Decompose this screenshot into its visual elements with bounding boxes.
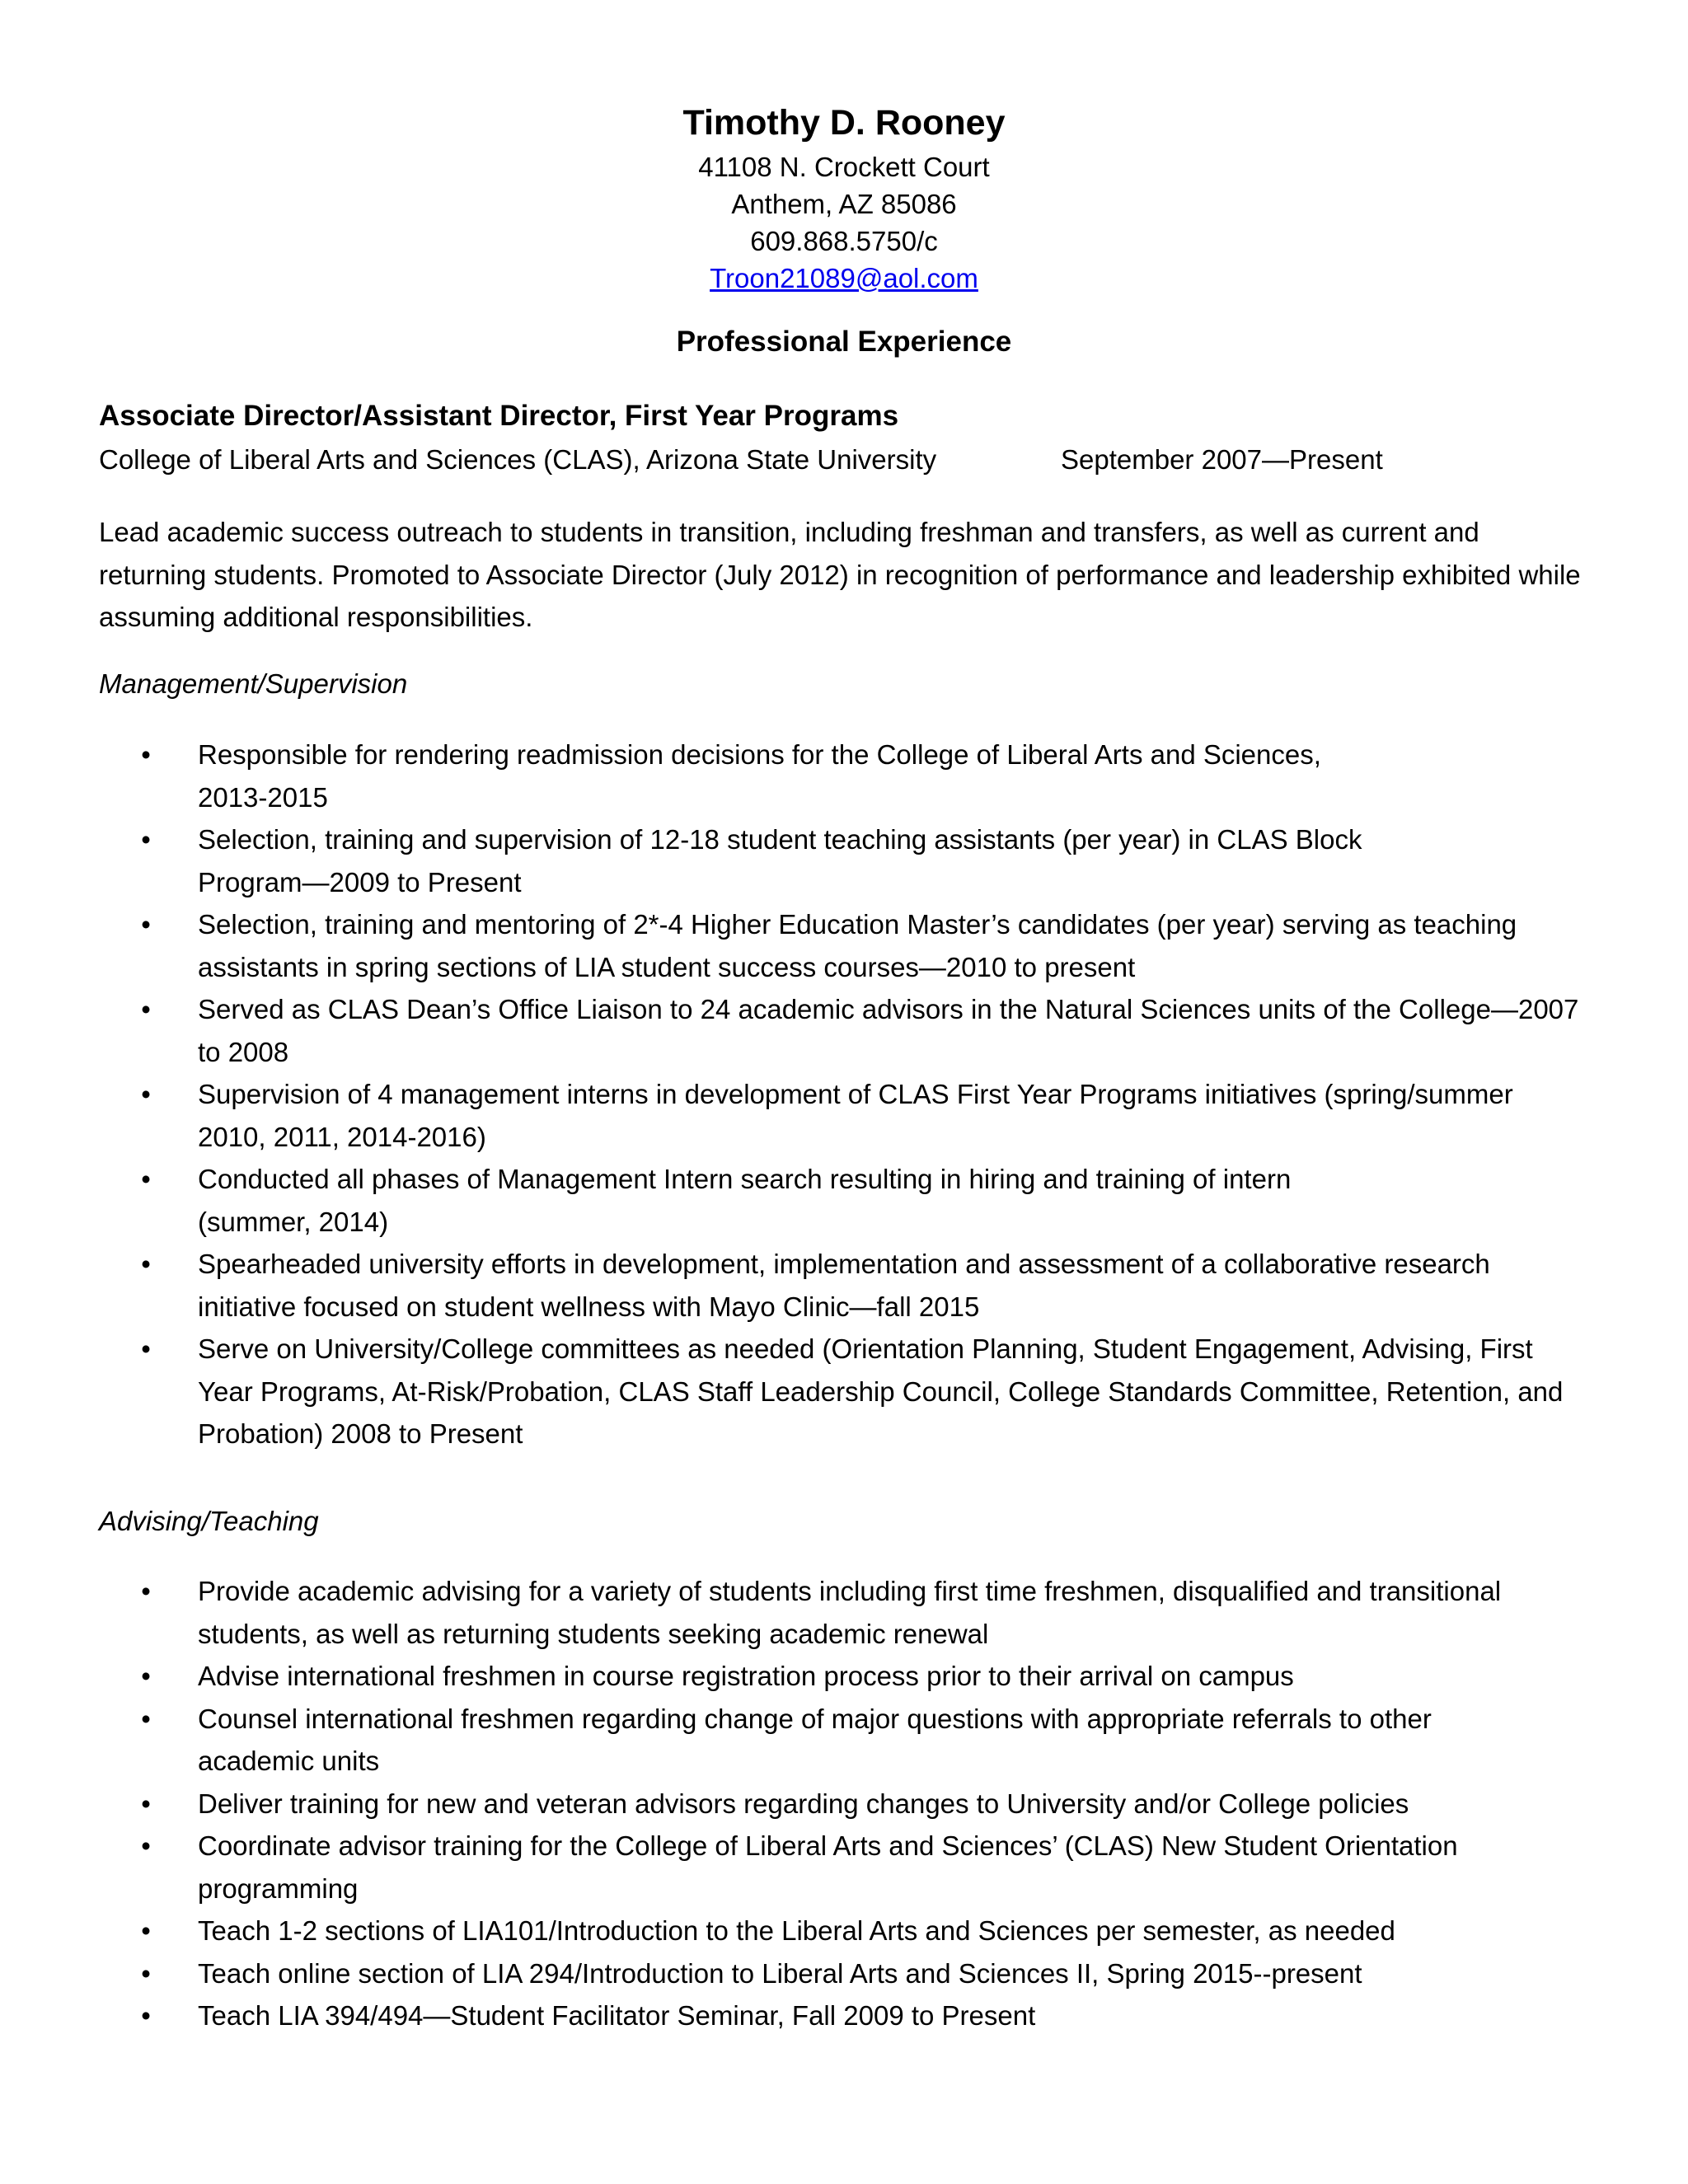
bullet-icon: • — [141, 824, 151, 855]
list-item-text: initiative focused on student wellness with Mayo Clinic—fall 2015 — [198, 1291, 980, 1322]
list-item-text: Served as CLAS Dean’s Office Liaison to 24 academic advisors in the Natural Sciences units of the College—2007 — [198, 994, 1579, 1024]
list-item — [0, 1825, 1599, 1910]
list-item-text: Supervision of 4 management interns in development of CLAS First Year Programs initiatives (spring/summer — [198, 1079, 1513, 1109]
list-item-text: Serve on University/College committees as needed (Orientation Planning, Student Engagement, Advising, First — [198, 1333, 1533, 1364]
list-item — [0, 903, 1599, 988]
list-item — [0, 988, 1599, 1073]
bullet-icon: • — [141, 1830, 151, 1861]
list-item — [0, 1570, 1599, 1655]
list-item-text: Probation) 2008 to Present — [198, 1418, 523, 1449]
list-item-text: Year Programs, At-Risk/Probation, CLAS Staff Leadership Council, College Standards Committee, Retention, and — [198, 1376, 1564, 1407]
bullet-icon: • — [141, 909, 151, 940]
list-item-text: academic units — [198, 1746, 380, 1776]
bullet-icon: • — [141, 2000, 151, 2031]
email-line — [0, 260, 1688, 297]
bullet-icon: • — [141, 1788, 151, 1819]
list-item-text: Teach LIA 394/494—Student Facilitator Seminar, Fall 2009 to Present — [198, 2000, 1036, 2031]
bullet-icon: • — [141, 1333, 151, 1364]
list-item-text: Teach 1-2 sections of LIA101/Introduction to the Liberal Arts and Sciences per semester, as needed — [198, 1915, 1395, 1946]
list-item — [0, 1910, 1599, 1952]
candidate-name: Timothy D. Rooney — [682, 103, 1006, 143]
list-item-text: Advise international freshmen in course registration process prior to their arrival on campus — [198, 1661, 1294, 1691]
list-item-text: Conducted all phases of Management Intern search resulting in hiring and training of intern — [198, 1164, 1292, 1194]
bullet-icon: • — [141, 1957, 151, 1989]
list-item-text: Teach online section of LIA 294/Introduction to Liberal Arts and Sciences II, Spring 2015--present — [198, 1957, 1362, 1989]
bullet-icon: • — [141, 994, 151, 1024]
list-item-text: Provide academic advising for a variety of students including first time freshmen, disqualified and transitional — [198, 1576, 1502, 1606]
list-item-text: (summer, 2014) — [198, 1206, 389, 1237]
list-item-text: Selection, training and supervision of 12-18 student teaching assistants (per year) in CLAS Block — [198, 824, 1362, 855]
job-title: Associate Director/Assistant Director, First Year Programs — [99, 400, 899, 432]
list-item-text: 2010, 2011, 2014-2016) — [198, 1121, 486, 1152]
list-item-text: Selection, training and mentoring of 2*-4 Higher Education Master’s candidates (per year) serving as teaching — [198, 909, 1517, 940]
bullet-icon: • — [141, 1576, 151, 1606]
list-item-text: Spearheaded university efforts in development, implementation and assessment of a collaborative research — [198, 1249, 1490, 1279]
address-line-1: 41108 N. Crockett Court — [698, 152, 990, 182]
list-item — [0, 1158, 1599, 1243]
bullet-icon: • — [141, 739, 151, 770]
list-item-text: Coordinate advisor training for the College of Liberal Arts and Sciences’ (CLAS) New Student Orientation — [198, 1830, 1458, 1861]
advising-list — [0, 1570, 1688, 2037]
address-line-2: Anthem, AZ 85086 — [731, 189, 957, 219]
job-summary: Lead academic success outreach to students in transition, including freshman and transfers, as well as current and returning students. Promoted to Associate Director (July 2012) in recognition of performance and leadership exhibited while assuming additional responsibilities. — [99, 517, 1581, 632]
bullet-icon: • — [141, 1164, 151, 1194]
bullet-icon: • — [141, 1079, 151, 1109]
bullet-icon: • — [141, 1703, 151, 1734]
contact-header — [0, 97, 1688, 297]
bullet-icon: • — [141, 1915, 151, 1946]
list-item-text: Deliver training for new and veteran advisors regarding changes to University and/or College policies — [198, 1788, 1409, 1819]
list-item — [0, 1328, 1599, 1455]
list-item-text: Counsel international freshmen regarding change of major questions with appropriate referrals to other — [198, 1703, 1432, 1734]
list-item-text: Program—2009 to Present — [198, 866, 522, 898]
list-item — [0, 1073, 1599, 1158]
list-item — [0, 1655, 1599, 1698]
bullet-icon: • — [141, 1249, 151, 1279]
list-item — [0, 1698, 1599, 1783]
list-item — [0, 1783, 1599, 1825]
list-item-text: programming — [198, 1872, 359, 1904]
section-title: Professional Experience — [676, 326, 1012, 358]
list-item — [0, 1994, 1599, 2037]
phone-number: 609.868.5750/c — [750, 226, 938, 256]
advising-heading: Advising/Teaching — [99, 1506, 319, 1536]
list-item-text: students, as well as returning students seeking academic renewal — [198, 1618, 989, 1649]
list-item-text: assistants in spring sections of LIA student success courses—2010 to present — [198, 951, 1136, 982]
management-heading: Management/Supervision — [99, 668, 408, 699]
job-dates: September 2007—Present — [1061, 444, 1383, 475]
list-item-text: Responsible for rendering readmission decisions for the College of Liberal Arts and Sciences, — [198, 739, 1321, 770]
list-item-text: to 2008 — [198, 1036, 289, 1067]
email-link[interactable]: Troon21089@aol.com — [710, 263, 978, 293]
list-item — [0, 1243, 1599, 1328]
list-item-text: 2013-2015 — [198, 781, 328, 813]
bullet-icon: • — [141, 1661, 151, 1691]
list-item — [0, 1952, 1599, 1995]
job-organization: College of Liberal Arts and Sciences (CLAS), Arizona State University — [99, 444, 937, 475]
management-list — [0, 733, 1688, 1455]
list-item — [0, 733, 1599, 818]
list-item — [0, 818, 1599, 903]
